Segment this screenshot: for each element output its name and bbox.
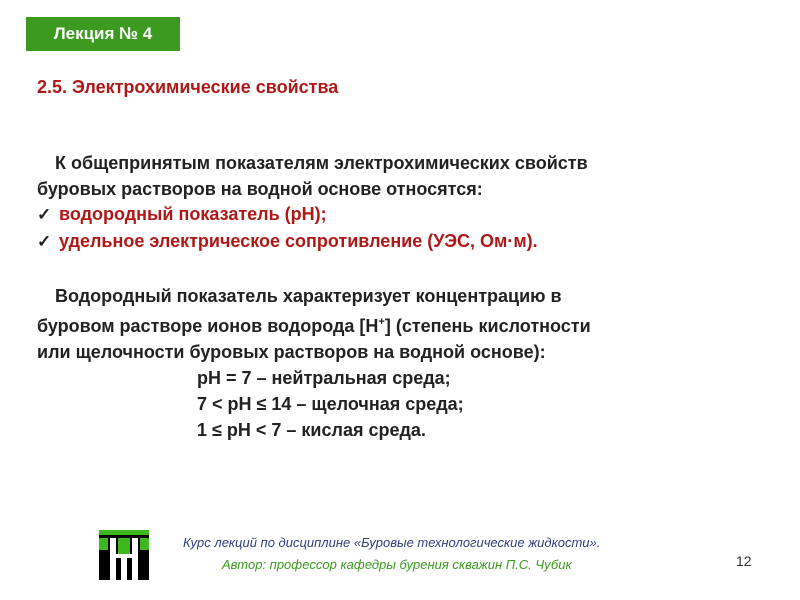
- intro-paragraph: [37, 150, 737, 202]
- ph-line-3: или щелочности буровых растворов на водной основе):: [37, 342, 546, 362]
- footer-author: Автор: профессор кафедры бурения скважин П.С. Чубик: [222, 557, 572, 572]
- ph-line-2: буровом растворе ионов водорода [Н+] (степень кислотности: [37, 316, 591, 336]
- ph-line-1: Водородный показатель характеризует концентрацию в: [55, 286, 562, 306]
- bullet-list: [37, 201, 737, 255]
- bullet-text: удельное электрическое сопротивление (УЭС, Ом·м).: [59, 231, 538, 251]
- check-mark-icon: ✓: [37, 231, 52, 251]
- bullet-text: водородный показатель (рН);: [59, 204, 327, 224]
- lecture-badge: Лекция № 4: [26, 17, 180, 51]
- formula-acidic: 1 ≤ рН < 7 – кислая среда.: [197, 420, 426, 440]
- ph-paragraph: [37, 283, 737, 365]
- ph-formulas: [197, 365, 464, 443]
- check-mark-icon: ✓: [37, 204, 52, 224]
- formula-alkaline: 7 < рН ≤ 14 – щелочная среда;: [197, 394, 464, 414]
- formula-neutral: рН = 7 – нейтральная среда;: [197, 368, 451, 388]
- bullet-item-ph: [37, 201, 737, 228]
- bullet-item-resistance: [37, 228, 737, 255]
- footer-course: Курс лекций по дисциплине «Буровые технологические жидкости».: [183, 535, 601, 550]
- page-number: 12: [736, 553, 752, 569]
- intro-line-2: буровых растворов на водной основе относятся:: [37, 179, 483, 199]
- section-title: 2.5. Электрохимические свойства: [37, 77, 339, 97]
- intro-line-1: К общепринятым показателям электрохимических свойств: [55, 153, 588, 173]
- university-logo-icon: [99, 530, 149, 580]
